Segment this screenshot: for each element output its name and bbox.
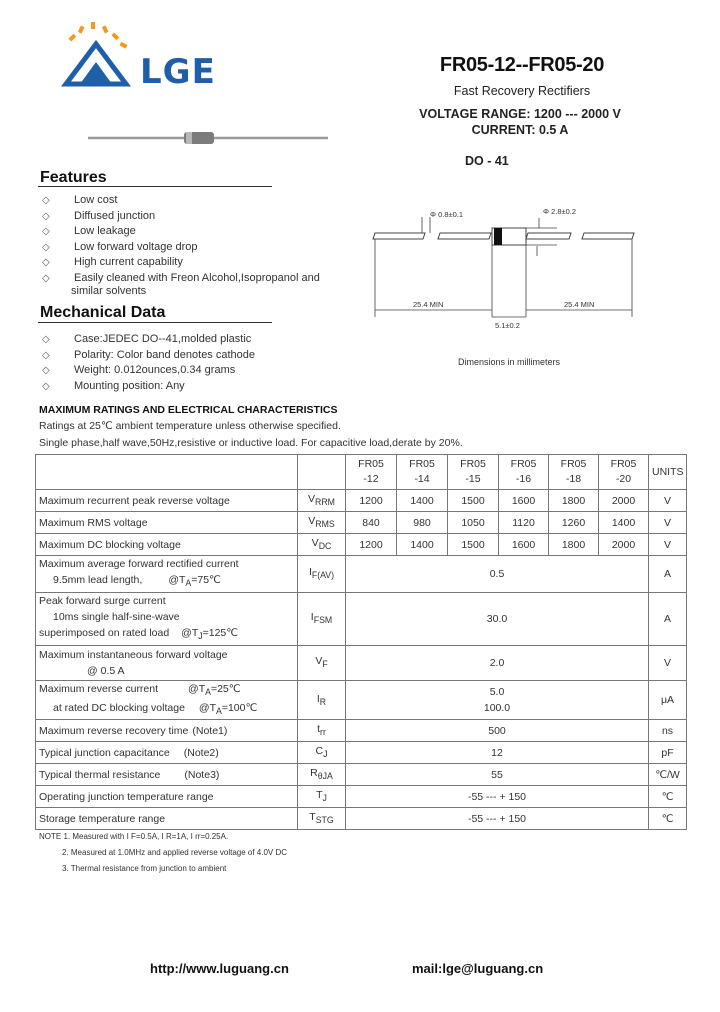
lead-diameter-label: Φ 0.8±0.1 — [430, 210, 464, 219]
features-divider — [38, 186, 272, 187]
diode-illustration — [88, 128, 328, 148]
left-lead-length-label: 25.4 MIN — [413, 300, 444, 309]
diamond-icon: ◇ — [42, 380, 50, 392]
package-name: DO - 41 — [465, 154, 509, 168]
ratings-heading: MAXIMUM RATINGS AND ELECTRICAL CHARACTERISTICS — [39, 404, 338, 416]
table-row: Typical junction capacitance (Note2) $C_J$ 12 pF — [36, 742, 687, 764]
list-item: ◇ Low cost — [42, 193, 320, 209]
table-row: Maximum average forward rectified current 9.5mm lead length, $@T_A=75℃$ $I_{F(AV)}$ 0.5 A — [36, 556, 687, 593]
table-row: Operating junction temperature range $T_J$ -55 --- + 150 ℃ — [36, 786, 687, 808]
ratings-table — [35, 454, 687, 830]
product-subtitle: Fast Recovery Rectifiers — [453, 84, 591, 98]
list-item: ◇ Low forward voltage drop — [42, 240, 320, 256]
voltage-range: VOLTAGE RANGE: 1200 --- 2000 V — [419, 107, 621, 121]
current-rating: CURRENT: 0.5 A — [471, 123, 569, 137]
list-item: ◇ Mounting position: Any — [42, 379, 255, 395]
features-list — [42, 193, 320, 300]
ratings-note-2: Single phase,half wave,50Hz,resistive or inductive load. For capacitive load,derate by 20%. — [39, 437, 463, 449]
dimension-caption: Dimensions in millimeters — [458, 357, 561, 367]
list-item: similar solvents — [71, 285, 147, 297]
table-row: Maximum recurrent peak reverse voltage $V_{RRM}$ 1200 1400 1500 1600 1800 2000 V — [36, 490, 687, 512]
column-header: FR05 -20 — [599, 455, 649, 490]
website-link[interactable]: http://www.luguang.cn — [150, 961, 289, 976]
list-item: ◇ Low leakage — [42, 224, 320, 240]
diamond-icon: ◇ — [42, 272, 50, 284]
list-item: ◇ Case:JEDEC DO--41,molded plastic — [42, 332, 255, 348]
body-length-label: 5.1±0.2 — [495, 321, 520, 330]
table-row: Maximum reverse recovery time (Note1) $t_{rr}$ 500 ns — [36, 720, 687, 742]
mechanical-divider — [38, 322, 272, 323]
table-header-row — [36, 455, 687, 490]
list-item: ◇ Polarity: Color band denotes cathode — [42, 348, 255, 364]
product-title: FR05-12--FR05-20 — [439, 54, 605, 76]
column-header: FR05 -12 — [346, 455, 397, 490]
list-item: ◇ Diffused junction — [42, 209, 320, 225]
features-title: Features — [40, 169, 107, 186]
right-lead-length-label: 25.4 MIN — [564, 300, 595, 309]
list-item: ◇ Weight: 0.012ounces,0.34 grams — [42, 363, 255, 379]
column-header: FR05 -15 — [448, 455, 499, 490]
column-header: FR05 -18 — [549, 455, 599, 490]
diamond-icon: ◇ — [42, 241, 50, 253]
do41-dimension-diagram — [372, 200, 637, 335]
column-header: FR05 -16 — [499, 455, 549, 490]
table-row: Storage temperature range $T_{STG}$ -55 --- + 150 ℃ — [36, 808, 687, 830]
table-row: Maximum instantaneous forward voltage @ 0.5 A $V_F$ 2.0 V — [36, 646, 687, 681]
table-row: Maximum reverse current $@T_A=25℃$ at rated DC blocking voltage $@T_A=100℃$ $I_R$ 5.0 100.0 μA — [36, 681, 687, 720]
units-header: UNITS — [649, 455, 687, 490]
list-item: ◇ Easily cleaned with Freon Alcohol,Isopropanol and — [42, 271, 320, 287]
diamond-icon: ◇ — [42, 365, 50, 376]
mechanical-title: Mechanical Data — [40, 304, 166, 321]
note-1: NOTE 1. Measured with I F=0.5A, I R=1A, I rr=0.25A. — [39, 832, 229, 841]
diamond-icon: ◇ — [42, 210, 50, 222]
table-row: Typical thermal resistance (Note3) $R_{\theta JA}$ 55 ℃/W — [36, 764, 687, 786]
diamond-icon: ◇ — [42, 257, 50, 268]
table-row: Maximum RMS voltage $V_{RMS}$ 840 980 1050 1120 1260 1400 V — [36, 512, 687, 534]
diamond-icon: ◇ — [42, 195, 50, 206]
ratings-note-1: Ratings at 25℃ ambient temperature unless otherwise specified. — [39, 420, 341, 432]
body-diameter-label: Φ 2.8±0.2 — [543, 207, 577, 216]
diamond-icon: ◇ — [42, 349, 50, 361]
table-row: Peak forward surge current 10ms single half-sine-wave superimposed on rated load $@T_J=125℃$ $I_{FSM}$ 30.0 A — [36, 593, 687, 646]
email-link[interactable]: mail:lge@luguang.cn — [412, 961, 544, 976]
column-header: FR05 -14 — [397, 455, 448, 490]
mechanical-list — [42, 332, 255, 394]
company-logo — [60, 22, 140, 92]
note-2: 2. Measured at 1.0MHz and applied reverse voltage of 4.0V DC — [62, 848, 288, 857]
diamond-icon: ◇ — [42, 226, 50, 237]
note-3: 3. Thermal resistance from junction to ambient — [62, 864, 227, 873]
list-item: ◇ High current capability — [42, 255, 320, 271]
logo-text: LGE — [140, 52, 216, 92]
diamond-icon: ◇ — [42, 334, 50, 345]
table-row: Maximum DC blocking voltage $V_{DC}$ 1200 1400 1500 1600 1800 2000 V — [36, 534, 687, 556]
